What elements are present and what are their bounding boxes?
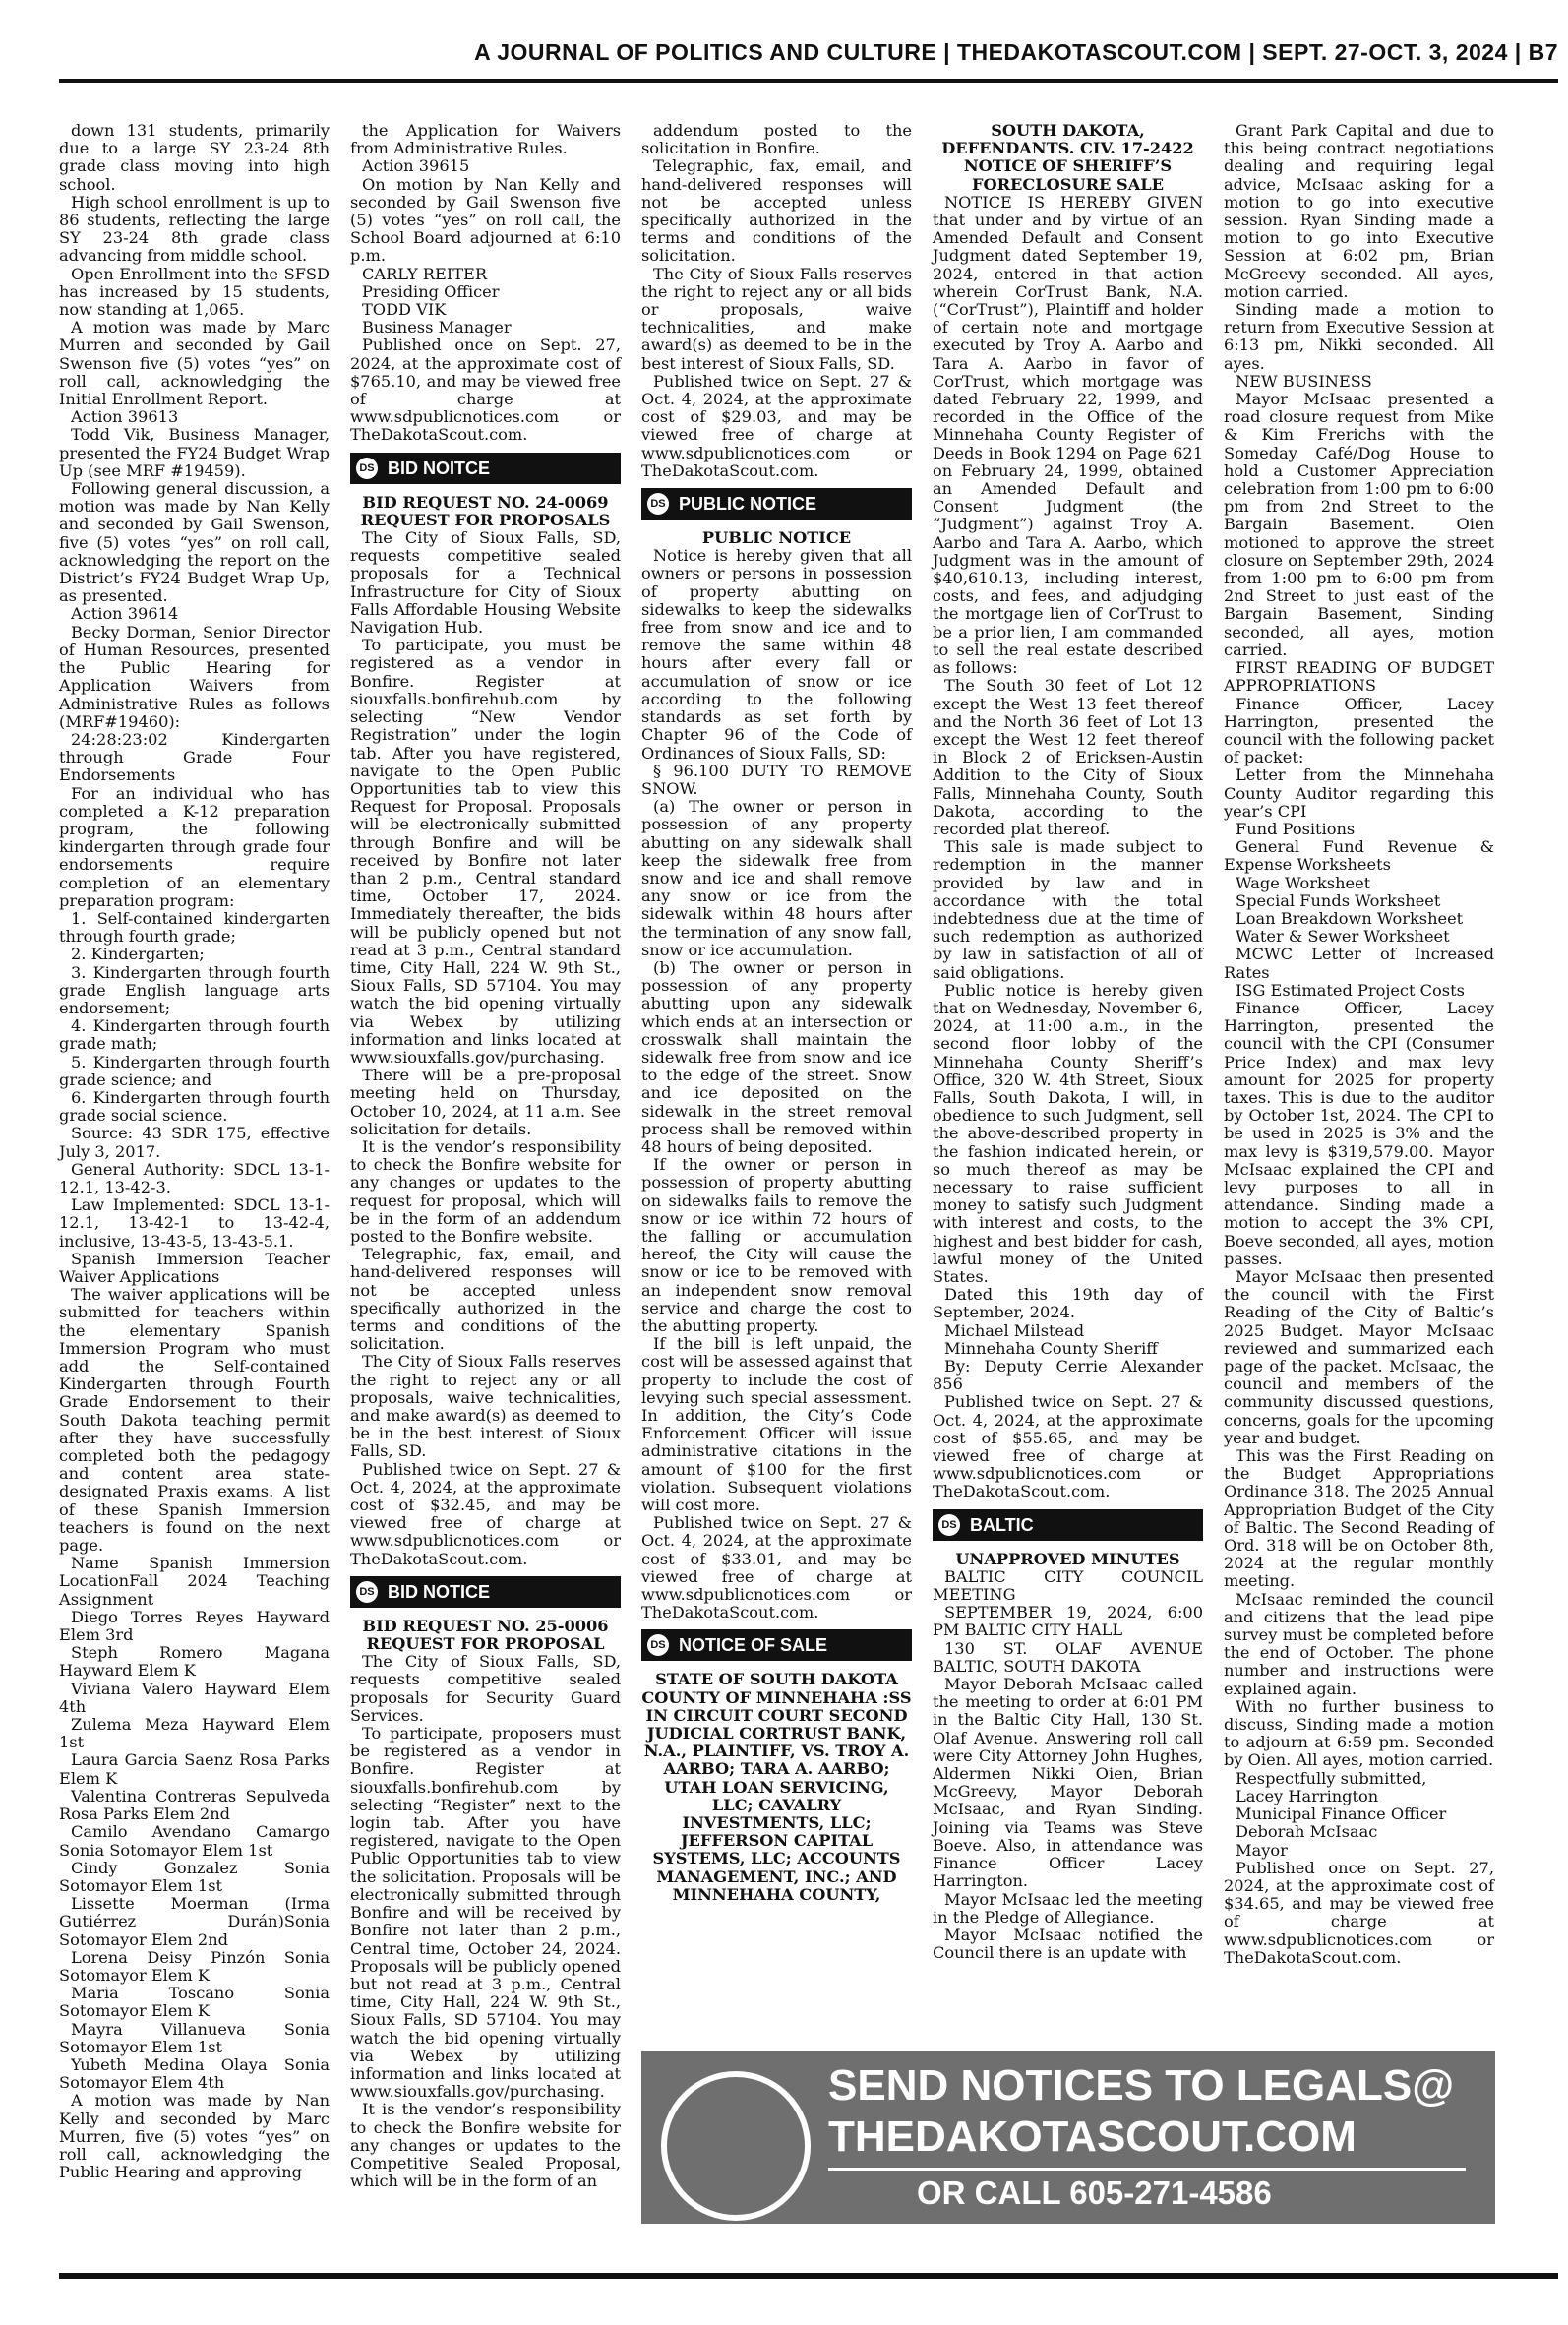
paragraph: With no further business to discuss, Sinding made a motion to adjourn at 6:59 pm. Seconded by Oien. All ayes, motion carried.: [1224, 1696, 1494, 1770]
paragraph: Spanish Immersion Teacher Waiver Applications: [59, 1249, 330, 1286]
mascot-logo-icon: [661, 2071, 811, 2221]
paragraph: Presiding Officer: [362, 281, 500, 301]
paragraph: Respectfully submitted,: [1236, 1768, 1427, 1788]
paragraph: Mayra Villanueva Sonia Sotomayor Elem 1st: [59, 2019, 330, 2056]
paragraph: The waiver applications will be submitted for teachers within the elementary Spanish Immersion Program who must add the Self-contained Kindergarten through Fourth Grade Endorsement to their South Dakota teaching permit after they have successfully completed both the pedagogy and content area state-designated Praxis exams. A list of these Spanish Immersion teachers is found on the next page.: [59, 1285, 330, 1556]
paragraph: Becky Dorman, Senior Director of Human Resources, presented the Public Hearing for Application Waivers from Administrative Rules as follows (MRF#19460):: [59, 622, 330, 731]
paragraph: On motion by Nan Kelly and seconded by Gail Swenson five (5) votes “yes” on roll call, the School Board adjourned at 6:10 p.m.: [350, 174, 621, 266]
paragraph: Mayor McIsaac led the meeting in the Pledge of Allegiance.: [933, 1889, 1203, 1927]
scout-logo-icon: DS: [356, 458, 378, 479]
column-4: [933, 122, 1203, 1962]
paragraph: Lissette Moerman (Irma Gutiérrez Durán)Sonia Sotomayor Elem 2nd: [59, 1894, 330, 1949]
public-notice-heading: PUBLIC NOTICE: [701, 528, 852, 548]
paragraph: Todd Vik, Business Manager, presented the FY24 Budget Wrap Up (see MRF #19459).: [59, 425, 330, 480]
banner-line-3: OR CALL 605-271-4586: [917, 2174, 1272, 2211]
paragraph: the Application for Waivers from Administrative Rules.: [350, 121, 621, 158]
paragraph: Valentina Contreras Sepulveda Rosa Parks Elem 2nd: [59, 1786, 330, 1824]
foreclosure-heading: SOUTH DAKOTA, DEFENDANTS. CIV. 17-2422 NOTICE OF SHERIFF’S FORECLOSURE SALE: [941, 121, 1194, 194]
paragraph: It is the vendor’s responsibility to check the Bonfire website for any changes or updates to the request for proposal, which will be in the form of an addendum posted to the Bonfire website.: [350, 1136, 621, 1246]
paragraph: Diego Torres Reyes Hayward Elem 3rd: [59, 1607, 330, 1645]
paragraph: By: Deputy Cerrie Alexander 856: [933, 1357, 1203, 1394]
paragraph: 1. Self-contained kindergarten through fourth grade;: [59, 908, 330, 947]
paragraph: down 131 students, primarily due to a large SY 23-24 8th grade class moving into high school.: [59, 121, 330, 194]
paragraph: Action 39614: [71, 604, 179, 624]
banner-line-1: SEND NOTICES TO LEGALS@: [828, 2061, 1455, 2110]
paragraph: Special Funds Worksheet: [1236, 890, 1441, 910]
paragraph: Zulema Meza Hayward Elem 1st: [59, 1715, 330, 1752]
paragraph: General Authority: SDCL 13-1-12.1, 13-42-3.: [59, 1159, 330, 1196]
paragraph: The City of Sioux Falls reserves the right to reject any or all bids or proposals, waive technicalities, and make award(s) as deemed to be in the best interest of Sioux Falls, SD.: [641, 264, 912, 373]
paragraph: Steph Romero Magana Hayward Elem K: [59, 1643, 330, 1681]
paragraph: Following general discussion, a motion was made by Nan Kelly and seconded by Gail Swenson, five (5) votes “yes” on roll call, acknowledging the report on the District’s FY24 Budget Wrap Up, as presented.: [59, 479, 330, 606]
paragraph: Maria Toscano Sonia Sotomayor Elem K: [59, 1984, 330, 2021]
paragraph: It is the vendor’s responsibility to check the Bonfire website for any changes or updates to the Competitive Sealed Proposal, which will be in the form of an: [350, 2100, 621, 2191]
paragraph: To participate, you must be registered as a vendor in Bonfire. Register at siouxfalls.bonfirehub.com by selecting “New Vendor Registration” under the login tab. After you have registered, navigate to the Open Public Opportunities tab to view this Request for Proposal. Proposals will be electronically submitted through Bonfire and will be received by Bonfire not later than 2 p.m., Central standard time, October 17, 2024. Immediately thereafter, the bids will be publicly opened but not read at 3 p.m., Central standard time, City Hall, 224 W. 9th St., Sioux Falls, SD 57104. You may watch the bid opening virtually via Webex by utilizing information and links located at www.siouxfalls.gov/purchasing.: [350, 636, 621, 1067]
paragraph: MCWC Letter of Increased Rates: [1224, 945, 1494, 982]
paragraph: Lorena Deisy Pinzón Sonia Sotomayor Elem K: [59, 1947, 330, 1985]
paragraph: Letter from the Minnehaha County Auditor regarding this year’s CPI: [1224, 765, 1494, 821]
paragraph: Mayor McIsaac then presented the council with the First Reading of the City of Baltic’s 2025 Budget. Mayor McIsaac reviewed and summarized each page of the packet. McIsaac, the council and members of the community discussed questions, concerns, goals for the upcoming year and budget.: [1224, 1267, 1494, 1447]
page-number: B7: [1528, 39, 1558, 65]
column-3: [641, 122, 912, 1904]
bid-notice-tag-1: DS BID NOITCE: [350, 453, 621, 484]
paragraph: Dated this 19th day of September, 2024.: [933, 1285, 1203, 1322]
paragraph: 130 ST. OLAF AVENUE BALTIC, SOUTH DAKOTA: [933, 1638, 1203, 1676]
paragraph: addendum posted to the solicitation in Bonfire.: [641, 121, 912, 158]
paragraph: NOTICE IS HEREBY GIVEN that under and by virtue of an Amended Default and Consent Judgment dated September 19, 2024, entered in that action wherein CorTrust Bank, N.A. (“CorTrust”), Plaintiff and holder of certain note and mortgage executed by Troy A. Aarbo and Tara A. Aarbo in favor of CorTrust, which mortgage was dated February 22, 1999, and recorded in the Office of the Minnehaha County Register of Deeds in Book 1294 on Page 621 on February 24, 1999, obtained an Amended Default and Consent Judgment (the “Judgment”) against Troy A. Aarbo and Tara A. Aarbo, which Judgment was in the amount of $40,610.13, including interest, costs, and fees, and adjudging the mortgage lien of CorTrust to be a prior lien, I am commanded to sell the real estate described as follows:: [933, 192, 1203, 678]
paragraph: (b) The owner or person in possession of any property abutting upon any sidewalk which ends at an intersection or crosswalk shall maintain the sidewalk free from snow and ice to the edge of the street. Snow and ice deposited on the sidewalk in the street removal process shall be removed within 48 hours of being deposited.: [641, 957, 912, 1156]
scout-logo-icon: DS: [356, 1581, 378, 1603]
paragraph: Law Implemented: SDCL 13-1-12.1, 13-42-1 to 13-42-4, inclusive, 13-43-5, 13-43-5.1.: [59, 1195, 330, 1251]
paragraph: Grant Park Capital and due to this being contract negotiations dealing and requiring legal advice, McIsaac asking for a motion to go into executive session. Ryan Sinding made a motion to go into Executive Session at 6:02 pm, Brian McGreevy seconded. All ayes, motion carried.: [1224, 121, 1494, 301]
notice-of-sale-tag: DS NOTICE OF SALE: [641, 1629, 912, 1661]
paragraph: NEW BUSINESS: [1236, 371, 1372, 391]
scout-logo-icon: DS: [647, 493, 669, 515]
issue-dates: SEPT. 27-OCT. 3, 2024: [1262, 39, 1508, 65]
banner-line-2: THEDAKOTASCOUT.COM: [828, 2112, 1357, 2161]
paragraph: Cindy Gonzalez Sonia Sotomayor Elem 1st: [59, 1858, 330, 1895]
paragraph: Name Spanish Immersion LocationFall 2024 Teaching Assignment: [59, 1554, 330, 1609]
paragraph: Wage Worksheet: [1236, 873, 1371, 892]
paragraph: Water & Sewer Worksheet: [1236, 927, 1450, 947]
paragraph: General Fund Revenue & Expense Worksheets: [1224, 837, 1494, 875]
paragraph: The City of Sioux Falls reserves the right to reject any or all proposals, waive technicalities, and make award(s) as deemed to be in the best interest of Sioux Falls, SD.: [350, 1352, 621, 1461]
paragraph: If the owner or person in possession of property abutting on sidewalks fails to remove the snow or ice within 72 hours of the falling or accumulation hereof, the City will cause the snow or ice to be removed with an independent snow removal service and charge the cost to the abutting property.: [641, 1155, 912, 1335]
scout-logo-icon: DS: [938, 1514, 960, 1536]
bid-request-heading-1: BID REQUEST NO. 24-0069 REQUEST FOR PROPOSALS: [360, 492, 611, 529]
banner-divider: [828, 2168, 1466, 2171]
case-caption: STATE OF SOUTH DAKOTA COUNTY OF MINNEHAHA :SS IN CIRCUIT COURT SECOND JUDICIAL CORTRUST BANK, N.A., PLAINTIFF, VS. TROY A. AARBO; TARA A. AARBO; UTAH LOAN SERVICING, LLC; CAVALRY INVESTMENTS, LLC; JEFFERSON CAPITAL SYSTEMS, LLC; ACCOUNTS MANAGEMENT, INC.; AND MINNEHAHA COUNTY,: [641, 1670, 912, 1904]
paragraph: This was the First Reading on the Budget Appropriations Ordinance 318. The 2025 Annual Appropriation Budget of the City of Baltic. The Second Reading of Ord. 318 will be on October 8th, 2024 at the regular monthly meeting.: [1224, 1446, 1494, 1591]
paragraph: Published once on Sept. 27, 2024, at the approximate cost of $34.65, and may be viewed free of charge at www.sdpublicnotices.com or TheDakotaScout.com.: [1224, 1858, 1494, 1967]
paragraph: 4. Kindergarten through fourth grade math;: [59, 1016, 330, 1054]
paragraph: ISG Estimated Project Costs: [1236, 980, 1465, 1000]
paragraph: BALTIC CITY COUNCIL MEETING: [933, 1566, 1203, 1605]
paragraph: McIsaac reminded the council and citizens that the lead pipe survey must be completed before the end of October. The phone number and instructions were explained again.: [1224, 1589, 1494, 1698]
bid-request-heading-2: BID REQUEST NO. 25-0006 REQUEST FOR PROPOSAL: [362, 1616, 609, 1654]
paragraph: Published twice on Sept. 27 & Oct. 4, 2024, at the approximate cost of $55.65, and may be viewed free of charge at www.sdpublicnotices.com or TheDakotaScout.com.: [933, 1392, 1203, 1501]
paragraph: If the bill is left unpaid, the cost will be assessed against that property to include the cost of levying such special assessment. In addition, the City’s Code Enforcement Officer will issue administrative citations in the amount of $100 for the first violation. Subsequent violations will cost more.: [641, 1334, 912, 1515]
paragraph: The South 30 feet of Lot 12 except the West 13 feet thereof and the North 36 feet of Lot 13 except the West 12 feet thereof in Block 2 of Ericksen-Austin Addition to the City of Sioux Falls, Minnehaha County, South Dakota, according to the recorded plat thereof.: [933, 676, 1203, 838]
column-1: [59, 122, 330, 2181]
paragraph: Action 39615: [362, 156, 470, 176]
paragraph: Action 39613: [71, 407, 179, 427]
paragraph: There will be a pre-proposal meeting held on Thursday, October 10, 2024, at 11 a.m. See solicitation for details.: [350, 1066, 621, 1138]
column-5: [1224, 122, 1494, 1967]
paragraph: Laura Garcia Saenz Rosa Parks Elem K: [59, 1750, 330, 1788]
paragraph: A motion was made by Nan Kelly and seconded by Marc Murren, five (5) votes “yes” on roll call, acknowledging the Public Hearing and approving: [59, 2091, 330, 2182]
paragraph: 5. Kindergarten through fourth grade science; and: [59, 1052, 330, 1089]
paragraph: Sinding made a motion to return from Executive Session at 6:13 pm, Nikki seconded. All ayes.: [1224, 300, 1494, 373]
paragraph: Telegraphic, fax, email, and hand-delivered responses will not be accepted unless specifically authorized in the terms and conditions of the solicitation.: [350, 1245, 621, 1354]
paragraph: High school enrollment is up to 86 students, reflecting the large SY 23-24 8th grade class advancing from middle school.: [59, 192, 330, 266]
scout-logo-icon: DS: [647, 1634, 669, 1656]
bottom-rule: [59, 2273, 1558, 2279]
paragraph: 2. Kindergarten;: [71, 945, 205, 964]
paragraph: TODD VIK: [362, 300, 447, 320]
paragraph: § 96.100 DUTY TO REMOVE SNOW.: [641, 761, 912, 798]
paragraph: To participate, proposers must be registered as a vendor in Bonfire. Register at siouxfalls.bonfirehub.com by selecting “Register” next to the login tab. After you have registered, navigate to the Open Public Opportunities tab to view the solicitation. Proposals will be electronically submitted through Bonfire and will be received by Bonfire not later than 2 p.m., Central time, October 24, 2024. Proposals will be publicly opened but not read at 3 p.m., Central time, City Hall, 224 W. 9th St., Sioux Falls, SD 57104. You may watch the bid opening virtually via Webex by utilizing information and links located at www.siouxfalls.gov/purchasing.: [350, 1724, 621, 2102]
paragraph: For an individual who has completed a K-12 preparation program, the following kindergarten through grade four endorsements require completion of an elementary preparation program:: [59, 783, 330, 910]
paragraph: Yubeth Medina Olaya Sonia Sotomayor Elem 4th: [59, 2054, 330, 2093]
paragraph: Source: 43 SDR 175, effective July 3, 2017.: [59, 1124, 330, 1161]
paragraph: Mayor: [1236, 1840, 1288, 1860]
paragraph: Loan Breakdown Worksheet: [1236, 908, 1464, 928]
paragraph: FIRST READING OF BUDGET APPROPRIATIONS: [1224, 658, 1494, 696]
paragraph: Mayor McIsaac notified the Council there is an update with: [933, 1925, 1203, 1963]
column-2: [350, 122, 621, 2190]
paragraph: Published twice on Sept. 27 & Oct. 4, 2024, at the approximate cost of $33.01, and may be viewed free of charge at www.sdpublicnotices.com or TheDakotaScout.com.: [641, 1513, 912, 1622]
paragraph: 24:28:23:02 Kindergarten through Grade Four Endorsements: [59, 729, 330, 785]
paragraph: Fund Positions: [1236, 819, 1356, 838]
paragraph: Notice is hereby given that all owners or persons in possession of property abutting on sidewalks to keep the sidewalks free from snow and ice and to remove the same within 48 hours after every fall or accumulation of snow or ice according to the following standards as set forth by Chapter 96 of the Code of Ordinances of Sioux Falls, SD:: [641, 546, 912, 763]
paragraph: Minnehaha County Sheriff: [944, 1338, 1158, 1358]
paragraph: Michael Milstead: [944, 1320, 1085, 1340]
paragraph: Camilo Avendano Camargo Sonia Sotomayor Elem 1st: [59, 1822, 330, 1860]
paragraph: Published once on Sept. 27, 2024, at the approximate cost of $765.10, and may be viewed free of charge at www.sdpublicnotices.com or TheDakotaScout.com.: [350, 336, 621, 445]
paragraph: Mayor Deborah McIsaac called the meeting to order at 6:01 PM in the Baltic City Hall, 130 St. Olaf Avenue. Answering roll call were City Attorney John Hughes, Aldermen Nikki Oien, Brian McGreevy, Mayor Deborah McIsaac, and Ryan Sinding. Joining via Teams was Steve Boeve. Also, in attendance was Finance Officer Lacey Harrington.: [933, 1675, 1203, 1891]
paragraph: A motion was made by Marc Murren and seconded by Gail Swenson five (5) votes “yes” on roll call, acknowledging the Initial Enrollment Report.: [59, 318, 330, 409]
paragraph: (a) The owner or person in possession of any property abutting on any sidewalk shall keep the sidewalk free from snow and ice and shall remove any snow or ice from the sidewalk within 48 hours after the termination of any snow fall, snow or ice accumulation.: [641, 797, 912, 959]
paragraph: Open Enrollment into the SFSD has increased by 15 students, now standing at 1,065.: [59, 264, 330, 320]
paragraph: Municipal Finance Officer: [1236, 1805, 1447, 1824]
paragraph: This sale is made subject to redemption in the manner provided by law and in accordance with the total indebtedness due at the time of such redemption as authorized by law in satisfaction of all of said obligations.: [933, 837, 1203, 982]
paragraph: Published twice on Sept. 27 & Oct. 4, 2024, at the approximate cost of $29.03, and may be viewed free of charge at www.sdpublicnotices.com or TheDakotaScout.com.: [641, 371, 912, 480]
paragraph: Telegraphic, fax, email, and hand-delivered responses will not be accepted unless specifically authorized in the terms and conditions of the solicitation.: [641, 156, 912, 266]
paragraph: Published twice on Sept. 27 & Oct. 4, 2024, at the approximate cost of $32.45, and may be viewed free of charge at www.sdpublicnotices.com or TheDakotaScout.com.: [350, 1459, 621, 1568]
paragraph: Public notice is hereby given that on Wednesday, November 6, 2024, at 11:00 a.m., in the second floor lobby of the Minnehaha County Sheriff’s Office, 320 W. 4th Street, Sioux Falls, South Dakota, I will, in obedience to such Judgment, sell the above-described property in the fashion indicated herein, or so much thereof as may be necessary to raise sufficient money to satisfy such Judgment with interest and costs, to the highest and best bidder for cash, lawful money of the United States.: [933, 980, 1203, 1286]
paragraph: Finance Officer, Lacey Harrington, presented the council with the CPI (Consumer Price Index) and max levy amount for 2025 for property taxes. This is due to the auditor by October 1st, 2024. The CPI to be used in 2025 is 3% and the max levy is $319,579.00. Mayor McIsaac explained the CPI and levy purposes to all in attendance. Sinding made a motion to accept the 3% CPI, Boeve seconded, all ayes, motion passes.: [1224, 998, 1494, 1268]
paragraph: Business Manager: [362, 318, 512, 337]
journal-name: A JOURNAL OF POLITICS AND CULTURE: [474, 39, 937, 65]
minutes-heading: UNAPPROVED MINUTES: [955, 1549, 1180, 1568]
baltic-tag: DS BALTIC: [933, 1509, 1203, 1541]
paragraph: Viviana Valero Hayward Elem 4th: [59, 1679, 330, 1716]
paragraph: Deborah McIsaac: [1236, 1822, 1378, 1842]
paragraph: 3. Kindergarten through fourth grade English language arts endorsement;: [59, 962, 330, 1017]
site-name: THEDAKOTASCOUT.COM: [956, 39, 1242, 65]
paragraph: 6. Kindergarten through fourth grade social science.: [59, 1087, 330, 1126]
paragraph: Lacey Harrington: [1236, 1786, 1379, 1805]
paragraph: CARLY REITER: [362, 264, 488, 283]
paragraph: SEPTEMBER 19, 2024, 6:00 PM BALTIC CITY HALL: [933, 1603, 1203, 1640]
public-notice-tag: DS PUBLIC NOTICE: [641, 488, 912, 520]
paragraph: The City of Sioux Falls, SD, requests competitive sealed proposals for Security Guard Services.: [350, 1652, 621, 1725]
page-header: A JOURNAL OF POLITICS AND CULTURE | THEDAKOTASCOUT.COM | SEPT. 27-OCT. 3, 2024 | B7: [59, 39, 1558, 83]
paragraph: Finance Officer, Lacey Harrington, presented the council with the following packet of packet:: [1224, 694, 1494, 767]
paragraph: Mayor McIsaac presented a road closure request from Mike & Kim Frerichs with the Someday Café/Dog House to hold a Customer Appreciation celebration from 1:00 pm to 6:00 pm from 2nd Street to the Bargain Basement. Oien motioned to approve the street closure on September 29th, 2024 from 1:00 pm to 6:00 pm from 2nd Street to just east of the Bargain Basement, Sinding seconded, all ayes, motion carried.: [1224, 390, 1494, 659]
bid-notice-tag-2: DS BID NOTICE: [350, 1576, 621, 1608]
legal-notice-banner: [641, 2051, 1495, 2224]
paragraph: The City of Sioux Falls, SD, requests competitive sealed proposals for a Technical Infrastructure for City of Sioux Falls Affordable Housing Website Navigation Hub.: [350, 528, 621, 638]
